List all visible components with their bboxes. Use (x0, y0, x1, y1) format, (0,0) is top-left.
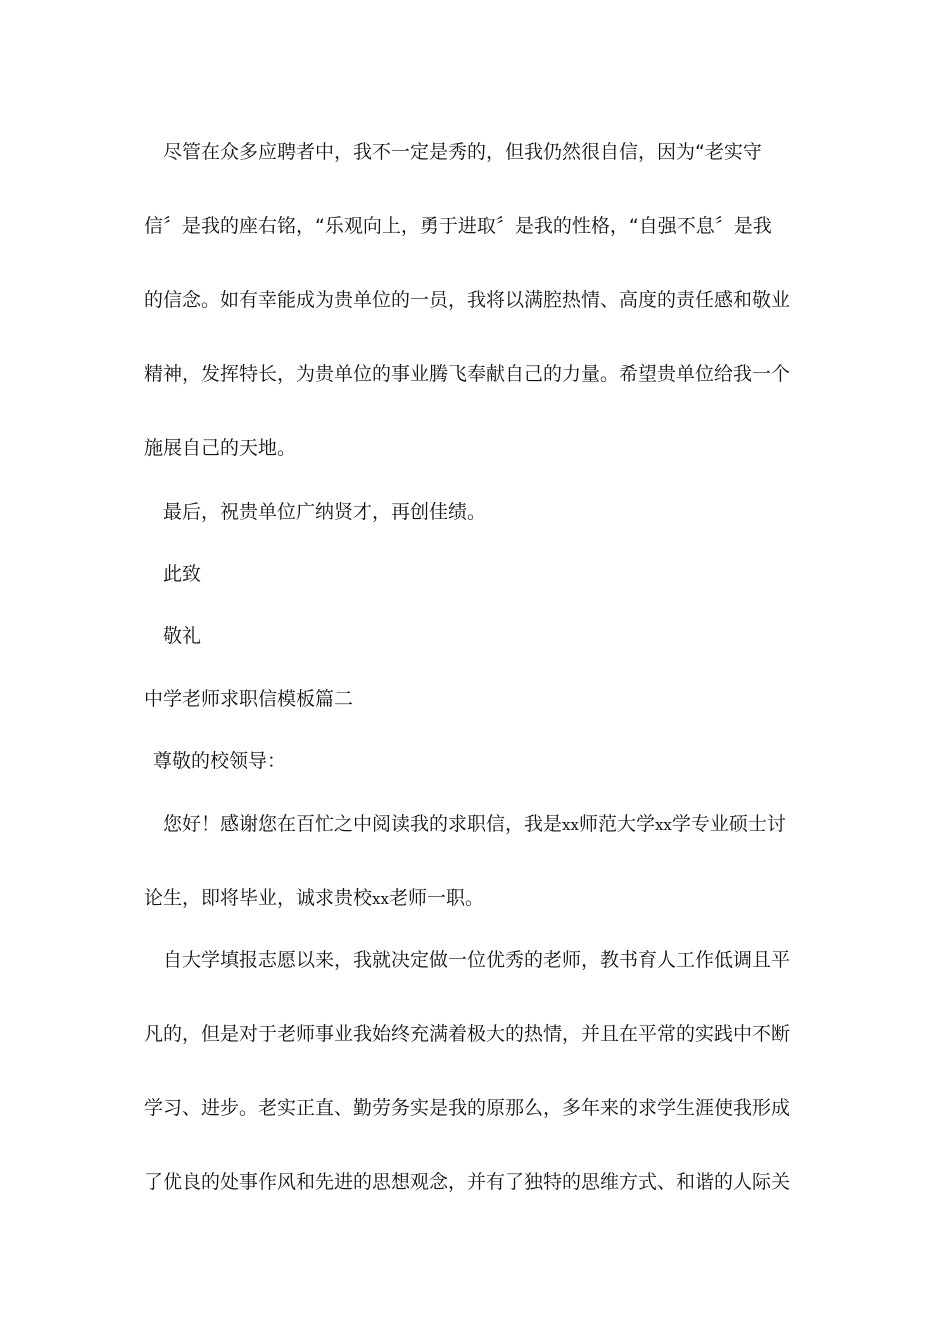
paragraph-4-line-4: 了优良的处事作风和先进的思想观念，并有了独特的思维方式、和谐的人际关 (144, 1171, 791, 1193)
paragraph-1-line-1: 尽管在众多应聘者中，我不一定是秀的，但我仍然很自信，因为“老实守 (163, 141, 762, 163)
p3-line2-placeholder: xx (372, 890, 389, 908)
p3-line2-text-a: 论生，即将毕业，诚求贵校 (144, 887, 373, 909)
paragraph-1-line-5: 施展自己的天地。 (144, 437, 297, 459)
paragraph-1-line-3: 的信念。如有幸能成为贵单位的一员，我将以满腔热情、高度的责任感和敬业 (144, 289, 791, 311)
paragraph-4-line-3: 学习、进步。老实正直、勤劳务实是我的原那么，多年来的求学生涯使我形成 (144, 1097, 791, 1119)
closing-jing-li: 敬礼 (163, 625, 202, 647)
section-title: 中学老师求职信模板篇二 (144, 688, 354, 710)
paragraph-4-line-2: 凡的，但是对于老师事业我始终充满着极大的热情，并且在平常的实践中不断 (144, 1023, 791, 1045)
paragraph-2: 最后，祝贵单位广纳贤才，再创佳绩。 (163, 501, 487, 523)
salutation: 尊敬的校领导： (153, 750, 287, 772)
paragraph-3-line-2 (144, 885, 814, 912)
closing-ci-zhi: 此致 (163, 563, 202, 585)
p3-line2-text-b: 老师一职。 (388, 887, 484, 909)
p3-line1-text-a: 您好！感谢您在百忙之中阅读我的求职信，我是 (163, 813, 563, 835)
p3-line1-text-c: 学专业硕士讨 (671, 813, 786, 835)
paragraph-4-line-1: 自大学填报志愿以来，我就决定做一位优秀的老师，教书育人工作低调且平 (163, 949, 791, 971)
paragraph-1-line-2: 信〞是我的座右铭，“乐观向上，勇于进取〞是我的性格，“自强不息〞是我 (144, 215, 772, 237)
paragraph-1-line-4: 精神，发挥特长，为贵单位的事业腾飞奉献自己的力量。希望贵单位给我一个 (144, 363, 791, 385)
paragraph-3-line-1 (163, 811, 833, 838)
p3-line1-placeholder-1: xx (562, 816, 579, 834)
p3-line1-placeholder-2: xx (654, 816, 672, 834)
p3-line1-text-b: 师范大学 (578, 813, 655, 835)
